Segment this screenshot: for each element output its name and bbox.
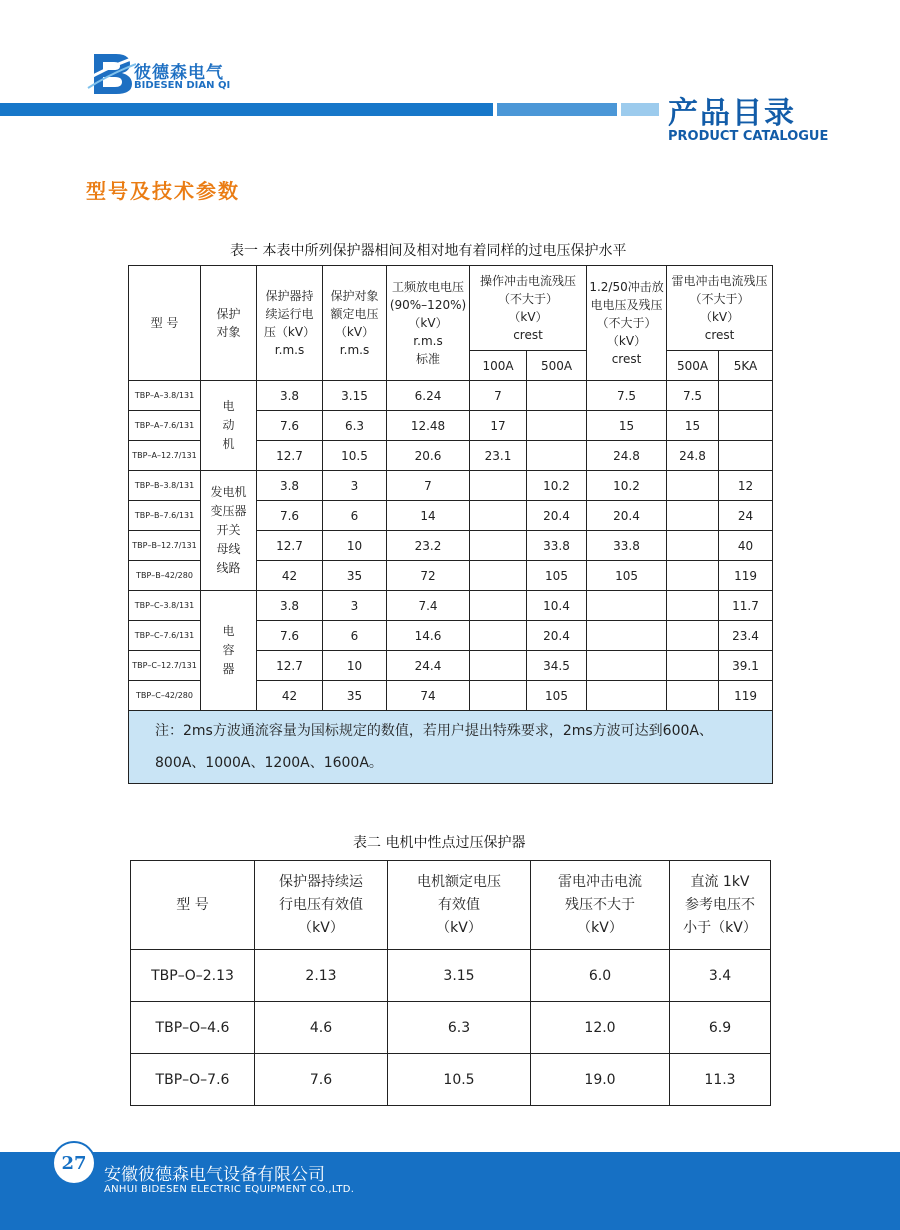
table-cell: 24 (719, 501, 773, 531)
table-cell (667, 471, 719, 501)
table-cell (527, 441, 587, 471)
table-cell: 40 (719, 531, 773, 561)
table-cell: 3.15 (388, 950, 531, 1002)
table-cell: 33.8 (587, 531, 667, 561)
table-cell (719, 411, 773, 441)
table-cell: 6 (323, 621, 387, 651)
table-cell: 12.7 (257, 531, 323, 561)
header-switching-sub: 500A (527, 351, 587, 381)
table1-header-row (129, 266, 773, 351)
cell-model: TBP–A–7.6/131 (129, 411, 201, 441)
table-cell: 119 (719, 561, 773, 591)
table-cell: 34.5 (527, 651, 587, 681)
table-cell: 6 (323, 501, 387, 531)
table-cell (470, 591, 527, 621)
company-name-en: ANHUI BIDESEN ELECTRIC EQUIPMENT CO.,LTD. (104, 1184, 355, 1195)
header-lightning-sub: 5KA (719, 351, 773, 381)
header-cont-voltage: 保护器持 续运行电 压（kV） r.m.s (257, 266, 323, 381)
header-impulse: 1.2/50冲击放 电电压及残压 （不大于） （kV） crest (587, 266, 667, 381)
table1-caption: 表一 本表中所列保护器相间及相对地有着同样的过电压保护水平 (230, 243, 627, 259)
cell-model: TBP–B–7.6/131 (129, 501, 201, 531)
table-cell: 7.6 (257, 411, 323, 441)
table-cell: 10.2 (527, 471, 587, 501)
table-cell: 105 (587, 561, 667, 591)
page-number: 27 (52, 1141, 96, 1185)
table-row (129, 471, 773, 501)
table-cell: 12.7 (257, 651, 323, 681)
cell-model: TBP–C–42/280 (129, 681, 201, 711)
table-cell (470, 561, 527, 591)
table1-note: 注：2ms方波通流容量为国标规定的数值，若用户提出特殊要求，2ms方波可达到600A、800A、1000A、1200A、1600A。 (129, 711, 773, 784)
table-cell: 19.0 (531, 1054, 670, 1106)
company-name-cn: 安徽彼德森电气设备有限公司 (104, 1165, 325, 1185)
header-power-freq: 工频放电电压 (90%–120%) （kV） r.m.s 标准 (387, 266, 470, 381)
table-cell (719, 441, 773, 471)
table-cell (667, 621, 719, 651)
table-cell: 3.8 (257, 381, 323, 411)
table-cell (527, 381, 587, 411)
table-cell: 3 (323, 591, 387, 621)
table-cell (527, 411, 587, 441)
cell-protected-object: 电 容 器 (201, 591, 257, 711)
table-cell: 6.3 (323, 411, 387, 441)
table-cell: 35 (323, 681, 387, 711)
table-cell: 6.3 (388, 1002, 531, 1054)
cell-model: TBP–O–4.6 (131, 1002, 255, 1054)
table-row (131, 950, 771, 1002)
table2-header-cell: 直流 1kV 参考电压不 小于（kV） (670, 861, 771, 950)
table-cell (470, 651, 527, 681)
brand-logo (86, 50, 136, 96)
cell-protected-object: 电 动 机 (201, 381, 257, 471)
cell-model: TBP–A–3.8/131 (129, 381, 201, 411)
table-cell: 11.7 (719, 591, 773, 621)
table-cell (470, 531, 527, 561)
table2-caption: 表二 电机中性点过压保护器 (353, 835, 526, 851)
table-cell: 3.8 (257, 471, 323, 501)
table1-note-row (129, 711, 773, 784)
table2-header-cell: 保护器持续运 行电压有效值 （kV） (255, 861, 388, 950)
table-cell: 3.8 (257, 591, 323, 621)
header-switching: 操作冲击电流残压 （不大于） （kV） crest (470, 266, 587, 351)
table-cell: 17 (470, 411, 527, 441)
table-cell: 24.4 (387, 651, 470, 681)
table-cell: 12.0 (531, 1002, 670, 1054)
header-bar-light (621, 103, 659, 116)
header-object: 保护 对象 (201, 266, 257, 381)
table-cell: 39.1 (719, 651, 773, 681)
table-row (129, 591, 773, 621)
table-cell: 10.5 (388, 1054, 531, 1106)
table-cell: 42 (257, 681, 323, 711)
table-cell: 12.7 (257, 441, 323, 471)
table-cell: 11.3 (670, 1054, 771, 1106)
table1 (128, 265, 773, 784)
table-cell: 23.1 (470, 441, 527, 471)
cell-model: TBP–C–3.8/131 (129, 591, 201, 621)
table-cell (587, 651, 667, 681)
table-cell: 72 (387, 561, 470, 591)
table-cell: 12 (719, 471, 773, 501)
table-cell (667, 591, 719, 621)
table-cell: 7.4 (387, 591, 470, 621)
header-bar-mid (497, 103, 617, 116)
table2 (130, 860, 771, 1106)
table2-header-cell: 雷电冲击电流 残压不大于 （kV） (531, 861, 670, 950)
table-cell: 20.4 (587, 501, 667, 531)
table-cell: 10.2 (587, 471, 667, 501)
table-cell: 10.4 (527, 591, 587, 621)
table-cell: 105 (527, 561, 587, 591)
table-cell (587, 621, 667, 651)
table-cell: 7.5 (587, 381, 667, 411)
table-cell: 15 (667, 411, 719, 441)
table2-header-row (131, 861, 771, 950)
table-cell (470, 681, 527, 711)
table-row (129, 381, 773, 411)
cell-model: TBP–O–7.6 (131, 1054, 255, 1106)
table-cell: 12.48 (387, 411, 470, 441)
cell-model: TBP–A–12.7/131 (129, 441, 201, 471)
table-cell (667, 501, 719, 531)
header-model: 型 号 (129, 266, 201, 381)
table-cell: 7.6 (257, 621, 323, 651)
header-bar (0, 103, 493, 116)
cell-model: TBP–C–12.7/131 (129, 651, 201, 681)
table-cell: 42 (257, 561, 323, 591)
table-cell: 7.6 (255, 1054, 388, 1106)
table2-header-cell: 型 号 (131, 861, 255, 950)
table-cell (667, 651, 719, 681)
table-cell: 35 (323, 561, 387, 591)
table-cell (470, 621, 527, 651)
table-cell: 20.4 (527, 621, 587, 651)
table-cell: 7 (387, 471, 470, 501)
table-cell: 24.8 (587, 441, 667, 471)
table-row (131, 1002, 771, 1054)
table-cell: 23.2 (387, 531, 470, 561)
header-rated-voltage: 保护对象 额定电压 （kV） r.m.s (323, 266, 387, 381)
table-cell: 23.4 (719, 621, 773, 651)
table-cell: 2.13 (255, 950, 388, 1002)
section-title: 型号及技术参数 (86, 179, 240, 203)
table-cell: 6.24 (387, 381, 470, 411)
table-cell: 10.5 (323, 441, 387, 471)
table-cell: 33.8 (527, 531, 587, 561)
table-cell: 10 (323, 531, 387, 561)
table-cell: 14 (387, 501, 470, 531)
table-cell: 7 (470, 381, 527, 411)
table-cell: 7.6 (257, 501, 323, 531)
table-cell: 3 (323, 471, 387, 501)
table-cell: 6.0 (531, 950, 670, 1002)
table2-header-cell: 电机额定电压 有效值 （kV） (388, 861, 531, 950)
table-cell: 15 (587, 411, 667, 441)
table-cell: 20.6 (387, 441, 470, 471)
table-cell (667, 561, 719, 591)
catalog-title-en: PRODUCT CATALOGUE (668, 129, 829, 144)
table-cell (667, 531, 719, 561)
header-switching-sub: 100A (470, 351, 527, 381)
table-cell: 10 (323, 651, 387, 681)
table-cell: 74 (387, 681, 470, 711)
cell-model: TBP–O–2.13 (131, 950, 255, 1002)
table-cell (587, 681, 667, 711)
header-lightning-sub: 500A (667, 351, 719, 381)
cell-model: TBP–B–42/280 (129, 561, 201, 591)
table-cell (470, 471, 527, 501)
table-cell: 20.4 (527, 501, 587, 531)
brand-name-en: BIDESEN DIAN QI (134, 80, 231, 91)
table-cell (667, 681, 719, 711)
catalog-title-cn: 产品目录 (668, 96, 796, 131)
table-cell: 24.8 (667, 441, 719, 471)
table-row (131, 1054, 771, 1106)
cell-model: TBP–C–7.6/131 (129, 621, 201, 651)
table-cell: 7.5 (667, 381, 719, 411)
table-cell: 3.4 (670, 950, 771, 1002)
table-cell (587, 591, 667, 621)
table-cell (719, 381, 773, 411)
header-lightning: 雷电冲击电流残压 （不大于） （kV） crest (667, 266, 773, 351)
cell-protected-object: 发电机 变压器 开关 母线 线路 (201, 471, 257, 591)
table-cell (470, 501, 527, 531)
cell-model: TBP–B–3.8/131 (129, 471, 201, 501)
table-cell: 14.6 (387, 621, 470, 651)
brand-name-cn: 彼德森电气 (134, 63, 224, 83)
table-cell: 6.9 (670, 1002, 771, 1054)
table-cell: 3.15 (323, 381, 387, 411)
cell-model: TBP–B–12.7/131 (129, 531, 201, 561)
table-cell: 119 (719, 681, 773, 711)
table-cell: 4.6 (255, 1002, 388, 1054)
table-cell: 105 (527, 681, 587, 711)
